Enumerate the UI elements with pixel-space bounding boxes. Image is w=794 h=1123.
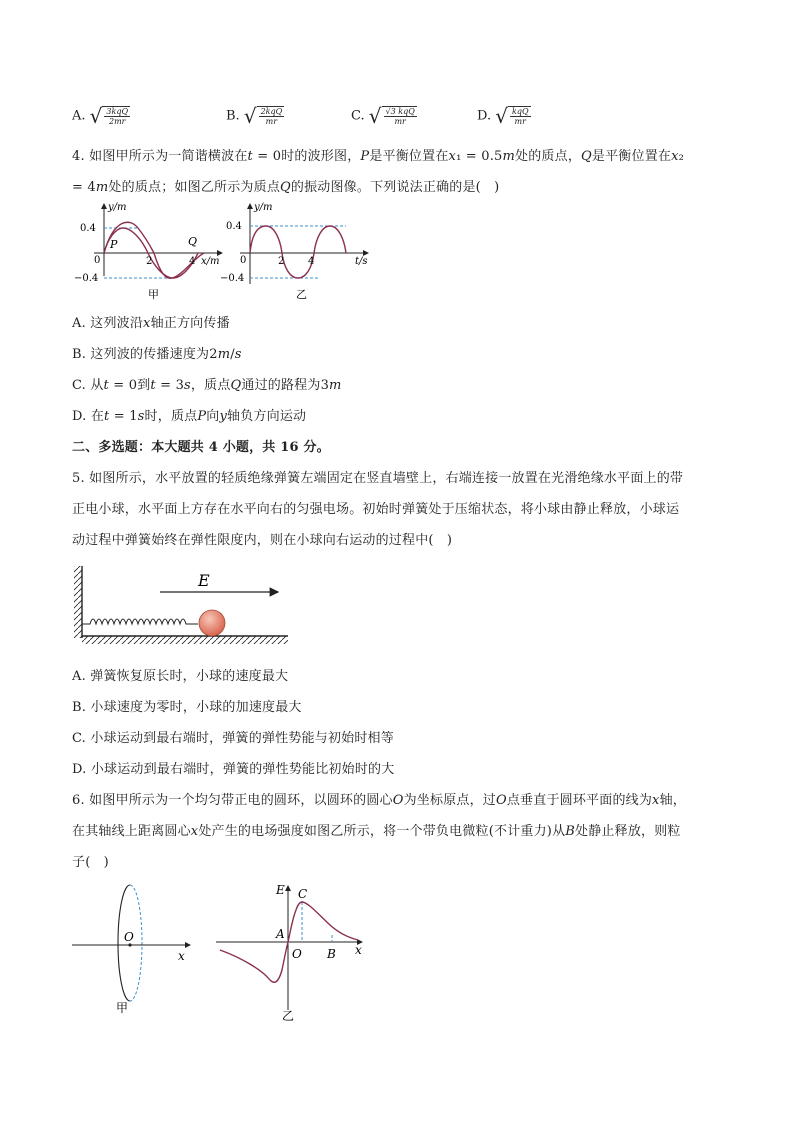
svg-text:y/m: y/m: [254, 202, 273, 213]
q3-option-a: A. √ $\frac{\text{3kqQ}}{2mr}$: [72, 104, 129, 128]
label-p: P: [110, 238, 118, 251]
svg-text:0: 0: [240, 255, 247, 266]
q6-stem-line2: 在其轴线上距离圆心𝑥处产生的电场强度如图乙所示，将一个带负电微粒(不计重力)从𝐵处静止释放，则粒: [72, 824, 681, 839]
svg-text:−0.4: −0.4: [74, 273, 99, 284]
charged-ball: [199, 610, 225, 636]
q5-stem-line3: 动过程中弹簧始终在弹性限度内，则在小球向右运动的过程中( ): [72, 533, 453, 548]
q6-stem-line1: 6. 如图甲所示为一个均匀带正电的圆环，以圆环的圆心𝑂为坐标原点，过𝑂点垂直于圆环平面的线为𝑥轴，: [72, 793, 686, 808]
q4-graph-yi: [218, 198, 378, 306]
caption-yi: 乙: [282, 1009, 295, 1023]
svg-text:B: B: [327, 947, 336, 961]
q5-figure: [72, 562, 292, 648]
q6-stem-line3: 子( ): [72, 855, 109, 870]
svg-text:2: 2: [146, 256, 153, 267]
svg-text:0.4: 0.4: [226, 221, 242, 232]
q5-option-d: D. 小球运动到最右端时，弹簧的弹性势能比初始时的大: [72, 762, 395, 777]
svg-text:0.4: 0.4: [80, 223, 96, 234]
svg-text:x/m: x/m: [201, 256, 220, 267]
q5-option-b: B. 小球速度为零时，小球的加速度最大: [72, 700, 302, 715]
q3-option-b: B. √ $\frac{\text{2kqQ}}{mr}$: [226, 104, 283, 128]
svg-text:A: A: [276, 927, 285, 941]
svg-text:2: 2: [278, 256, 285, 267]
svg-text:C: C: [298, 887, 308, 901]
q3-option-c: C. √ $\frac{\text{√3 kqQ}}{mr}$: [351, 104, 415, 128]
wall-hatch: [74, 566, 82, 638]
q5-option-a: A. 弹簧恢复原长时，小球的速度最大: [72, 669, 289, 684]
caption-jia: 甲: [116, 1001, 129, 1015]
q4-option-d: D. 在𝑡 = 1𝑠时，质点𝑃向𝑦轴负方向运动: [72, 409, 307, 424]
svg-text:−0.4: −0.4: [220, 273, 245, 284]
svg-text:E: E: [276, 883, 285, 897]
svg-text:t/s: t/s: [355, 256, 368, 267]
q4-option-a: A. 这列波沿𝑥轴正方向传播: [72, 316, 230, 331]
caption-yi: 乙: [296, 288, 307, 301]
vibration-curve: [250, 226, 346, 278]
svg-text:O: O: [124, 930, 134, 944]
svg-text:4: 4: [308, 256, 315, 267]
q5-option-c: C. 小球运动到最右端时，弹簧的弹性势能与初始时相等: [72, 731, 394, 746]
svg-text:x: x: [178, 949, 185, 963]
q4-stem-line1: 4. 如图甲所示为一简谐横波在𝑡 = 0时的波形图，𝑃是平衡位置在𝑥₁ = 0.5𝑚处的质点，𝑄是平衡位置在𝑥₂: [72, 149, 685, 164]
svg-text:x: x: [355, 943, 362, 957]
caption-jia: 甲: [148, 288, 159, 301]
q4-option-b: B. 这列波的传播速度为2𝑚/𝑠: [72, 347, 242, 362]
q6-fig-jia: [70, 870, 200, 1020]
svg-text:0: 0: [94, 255, 101, 266]
floor-hatch: [82, 636, 288, 644]
q4-option-c: C. 从𝑡 = 0到𝑡 = 3𝑠，质点𝑄通过的路程为3𝑚: [72, 378, 342, 393]
ylabel: y/m: [108, 202, 127, 213]
svg-text:4: 4: [189, 256, 196, 267]
field-label: E: [198, 571, 210, 590]
q4-graph-jia: [72, 198, 232, 306]
section-heading: 二、多选题：本大题共 4 小题，共 16 分。: [72, 440, 330, 455]
svg-text:O: O: [292, 947, 302, 961]
q6-fig-yi: [212, 880, 372, 1030]
q5-stem-line1: 5. 如图所示，水平放置的轻质绝缘弹簧左端固定在竖直墙壁上，右端连接一放置在光滑绝缘水平面上的带: [72, 471, 684, 486]
q4-stem-line2: = 4𝑚处的质点；如图乙所示为质点𝑄的振动图像。下列说法正确的是( ): [72, 180, 500, 195]
q3-option-d: D. √ $\frac{\text{kqQ}}{mr}$: [477, 104, 529, 128]
q5-stem-line2: 正电小球，水平面上方存在水平向右的匀强电场。初始时弹簧处于压缩状态，将小球由静止释放，小球运: [72, 502, 680, 517]
spring: [82, 619, 198, 624]
label-q: Q: [188, 235, 198, 248]
